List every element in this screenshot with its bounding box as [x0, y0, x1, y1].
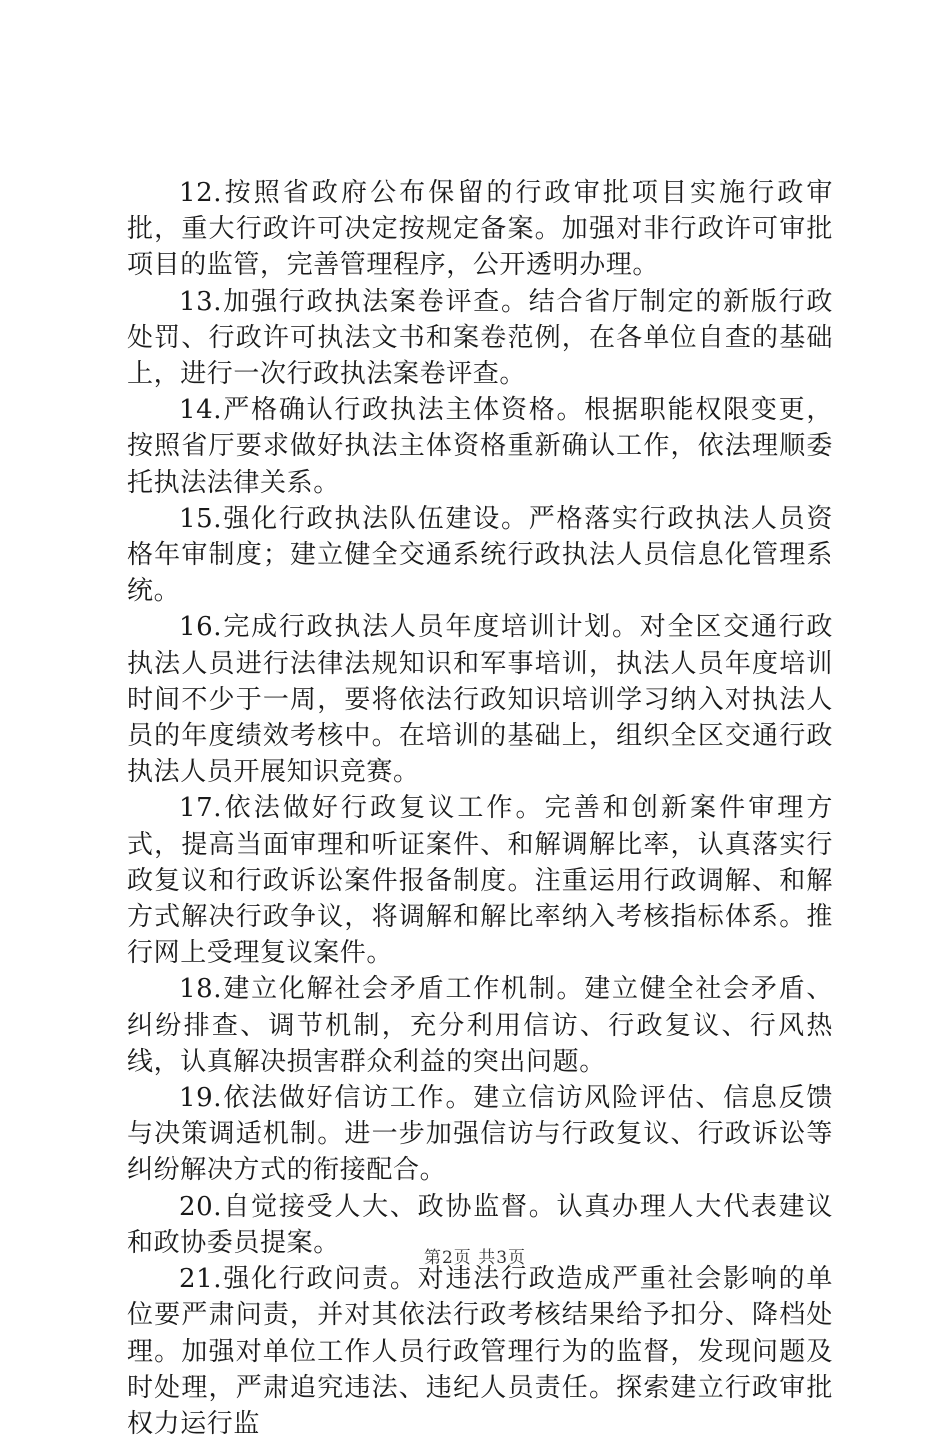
paragraph-19: 19.依法做好信访工作。建立信访风险评估、信息反馈与决策调适机制。进一步加强信访与行政复议、行政诉讼等纠纷解决方式的衔接配合。	[127, 1083, 833, 1186]
paragraph-20: 20.自觉接受人大、政协监督。认真办理人大代表建议和政协委员提案。	[127, 1191, 833, 1258]
paragraph-12: 12.按照省政府公布保留的行政审批项目实施行政审批，重大行政许可决定按规定备案。加强对非行政许可审批项目的监管，完善管理程序，公开透明办理。	[127, 178, 833, 281]
paragraph-15: 15.强化行政执法队伍建设。严格落实行政执法人员资格年审制度；建立健全交通系统行政执法人员信息化管理系统。	[127, 503, 833, 607]
paragraph-13: 13.加强行政执法案卷评查。结合省厅制定的新版行政处罚、行政许可执法文书和案卷范例，在各单位自查的基础上，进行一次行政执法案卷评查。	[127, 286, 833, 390]
paragraph-18: 18.建立化解社会矛盾工作机制。建立健全社会矛盾、纠纷排查、调节机制，充分利用信访、行政复议、行风热线，认真解决损害群众利益的突出问题。	[127, 974, 833, 1077]
paragraph-16: 16.完成行政执法人员年度培训计划。对全区交通行政执法人员进行法律法规知识和军事培训，执法人员年度培训时间不少于一周，要将依法行政知识培训学习纳入对执法人员的年度绩效考核中。在培训的基础上，组织全区交通行政执法人员开展知识竞赛。	[127, 612, 833, 788]
page-number-footer: 第2页 共3页	[423, 1248, 527, 1268]
paragraph-17: 17.依法做好行政复议工作。完善和创新案件审理方式，提高当面审理和听证案件、和解调解比率，认真落实行政复议和行政诉讼案件报备制度。注重运用行政调解、和解方式解决行政争议，将调解和解比率纳入考核指标体系。推行网上受理复议案件。	[127, 793, 833, 969]
paragraph-14: 14.严格确认行政执法主体资格。根据职能权限变更，按照省厅要求做好执法主体资格重新确认工作，依法理顺委托执法法律关系。	[127, 395, 833, 498]
paragraph-21: 21.强化行政问责。对违法行政造成严重社会影响的单位要严肃问责，并对其依法行政考核结果给予扣分、降档处理。加强对单位工作人员行政管理行为的监督，发现问题及时处理，严肃追究违法、违纪人员责任。探索建立行政审批权力运行监	[127, 1264, 833, 1439]
